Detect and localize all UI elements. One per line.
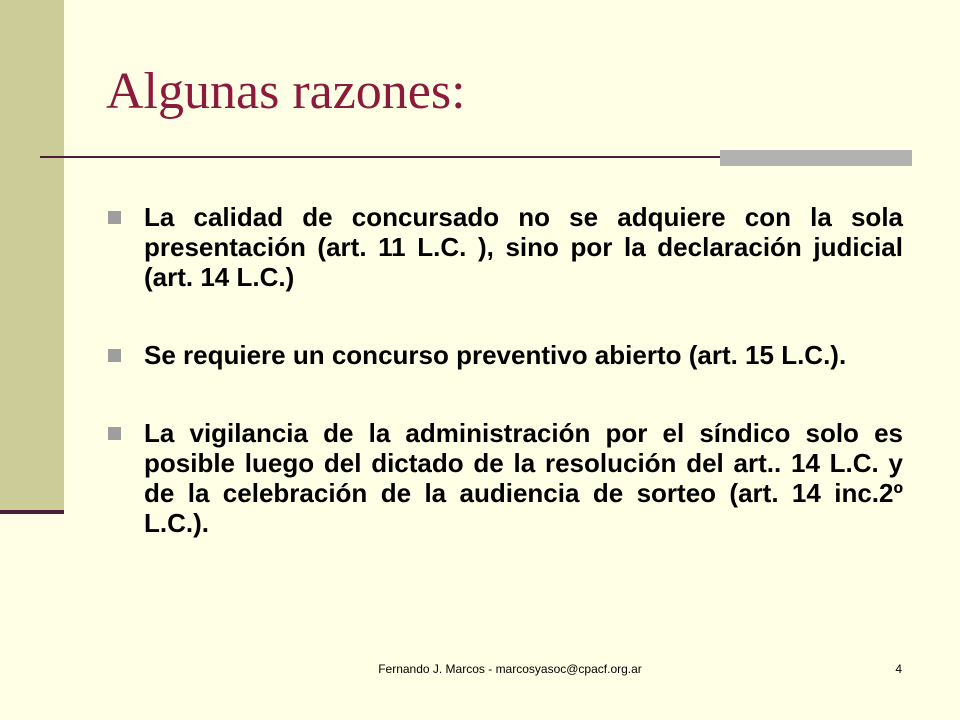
- bullet-list: [108, 202, 903, 586]
- left-decorative-bar: [0, 0, 64, 512]
- bullet-text: Se requiere un concurso preventivo abierto (art. 15 L.C.).: [144, 340, 847, 370]
- left-bar-divider: [0, 510, 64, 514]
- bullet-item: [108, 418, 903, 538]
- bullet-text: La calidad de concursado no se adquiere con la sola presentación (art. 11 L.C. ), sino por la declaración judicial (art. 14 L.C.): [144, 202, 903, 292]
- bullet-item: [108, 202, 903, 292]
- page-number: 4: [895, 662, 902, 676]
- title-divider-accent: [720, 150, 912, 166]
- slide-footer: Fernando J. Marcos - marcosyasoc@cpacf.org.ar: [378, 662, 642, 676]
- slide-title: Algunas razones:: [106, 63, 466, 120]
- bullet-text: La vigilancia de la administración por el síndico solo es posible luego del dictado de la resolución del art.. 14 L.C. y de la celebración de la audiencia de sorteo (art. 14 inc.2º L.C.).: [144, 418, 903, 538]
- square-bullet-icon: [108, 427, 121, 440]
- bullet-item: [108, 340, 903, 370]
- square-bullet-icon: [108, 349, 121, 362]
- square-bullet-icon: [108, 211, 121, 224]
